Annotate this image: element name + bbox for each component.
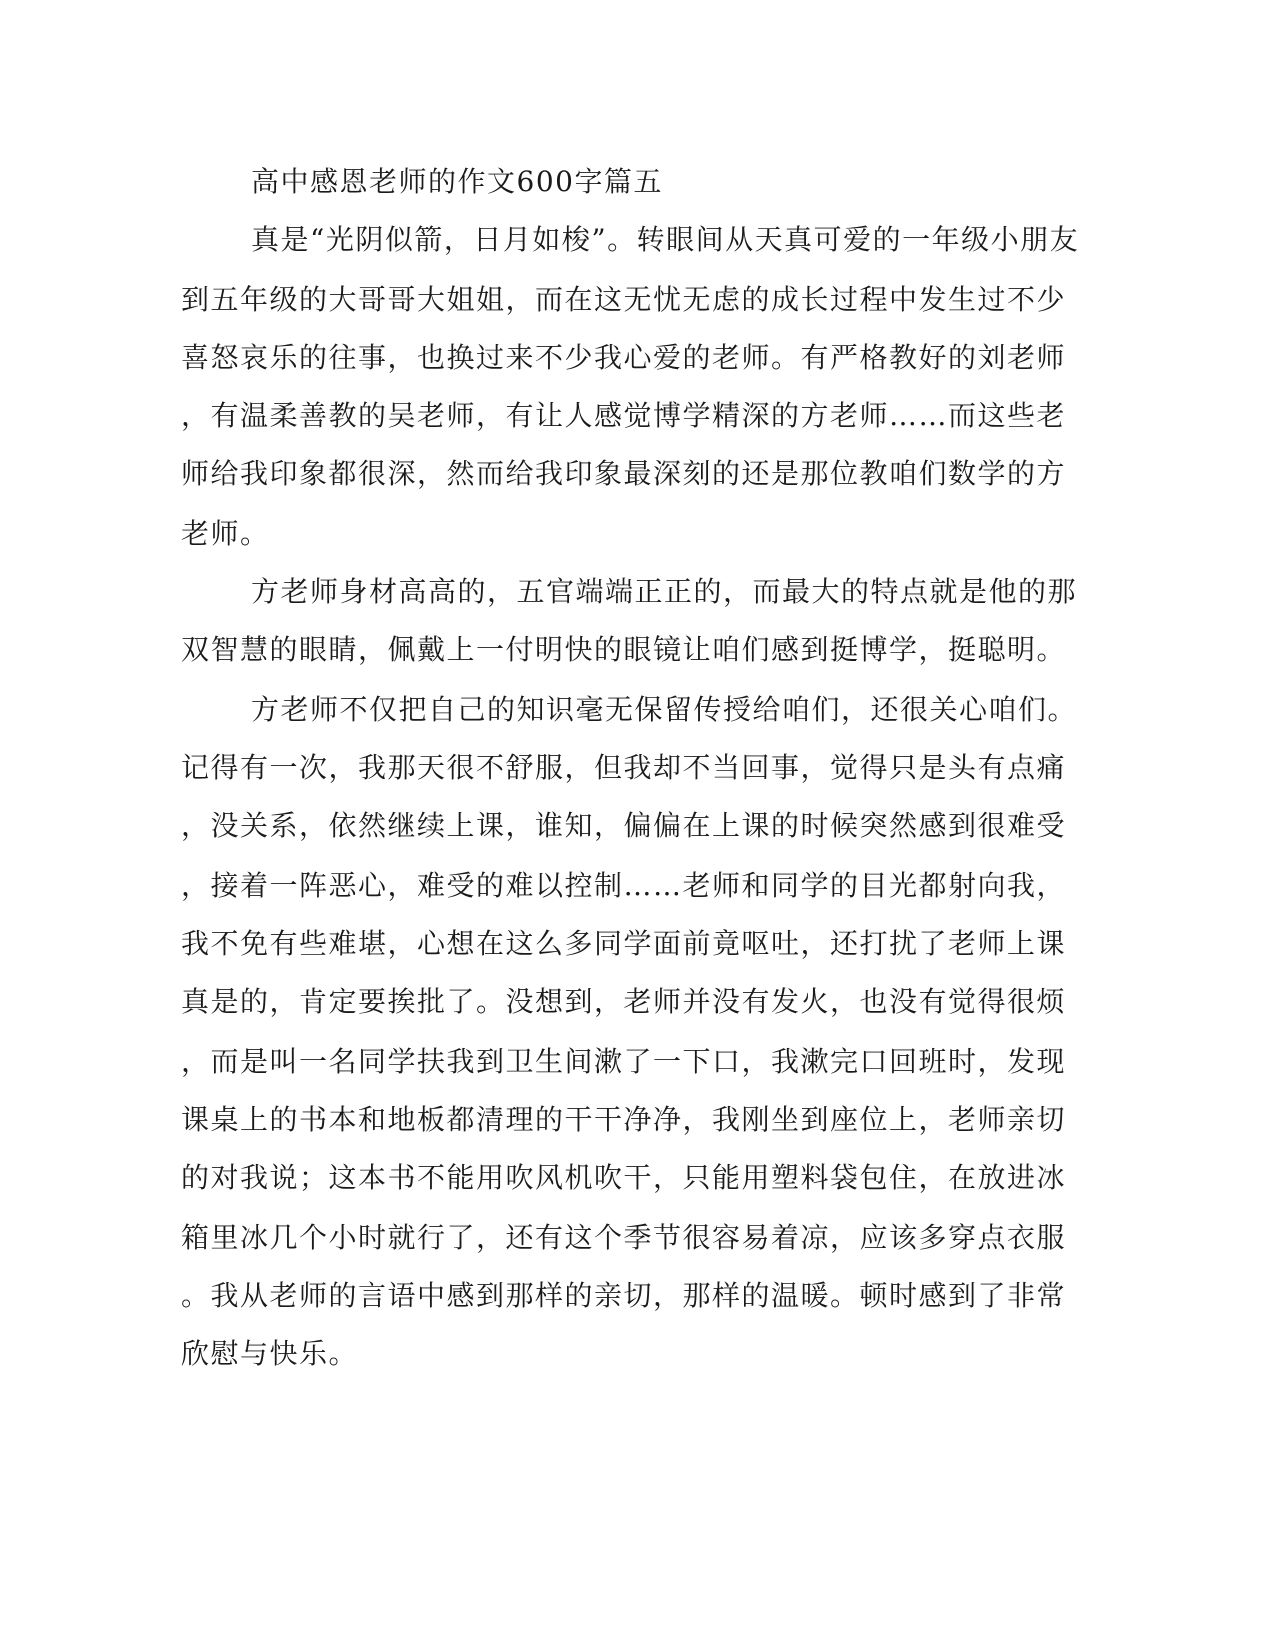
text-line: 箱里冰几个小时就行了，还有这个季节很容易着凉，应该多穿点衣服 (181, 1221, 1067, 1254)
text-line: 喜怒哀乐的往事，也换过来不少我心爱的老师。有严格教好的刘老师 (181, 341, 1067, 374)
text-line: 到五年级的大哥哥大姐姐，而在这无忧无虑的成长过程中发生过不少 (181, 283, 1067, 316)
text-line: 双智慧的眼睛，佩戴上一付明快的眼镜让咱们感到挺博学，挺聪明。 (181, 633, 1067, 666)
text-line: ，而是叫一名同学扶我到卫生间漱了一下口，我漱完口回班时，发现 (181, 1045, 1067, 1078)
text-line: 欣慰与快乐。 (181, 1337, 359, 1370)
text-line: 方老师不仅把自己的知识毫无保留传授给咱们，还很关心咱们。 (251, 693, 1078, 726)
text-line: 。我从老师的言语中感到那样的亲切，那样的温暖。顿时感到了非常 (181, 1279, 1067, 1312)
text-line: 方老师身材高高的，五官端端正正的，而最大的特点就是他的那 (251, 575, 1078, 608)
text-line: 真是的，肯定要挨批了。没想到，老师并没有发火，也没有觉得很烦 (181, 985, 1067, 1018)
text-line: 记得有一次，我那天很不舒服，但我却不当回事，觉得只是头有点痛 (181, 751, 1067, 784)
text-line: 的对我说；这本书不能用吹风机吹干，只能用塑料袋包住，在放进冰 (181, 1161, 1067, 1194)
text-line: ，没关系，依然继续上课，谁知，偏偏在上课的时候突然感到很难受 (181, 809, 1067, 842)
text-line: 师给我印象都很深，然而给我印象最深刻的还是那位教咱们数学的方 (181, 457, 1067, 490)
text-line: ，有温柔善教的吴老师，有让人感觉博学精深的方老师……而这些老 (181, 399, 1067, 432)
text-line: 我不免有些难堪，心想在这么多同学面前竟呕吐，还打扰了老师上课 (181, 927, 1067, 960)
text-line: 老师。 (181, 517, 270, 550)
document-title: 高中感恩老师的作文600字篇五 (251, 165, 663, 198)
text-line: ，接着一阵恶心，难受的难以控制……老师和同学的目光都射向我， (181, 869, 1067, 902)
text-line: 真是“光阴似箭，日月如梭”。转眼间从天真可爱的一年级小朋友 (251, 223, 1080, 256)
text-line: 课桌上的书本和地板都清理的干干净净，我刚坐到座位上，老师亲切 (181, 1103, 1067, 1136)
